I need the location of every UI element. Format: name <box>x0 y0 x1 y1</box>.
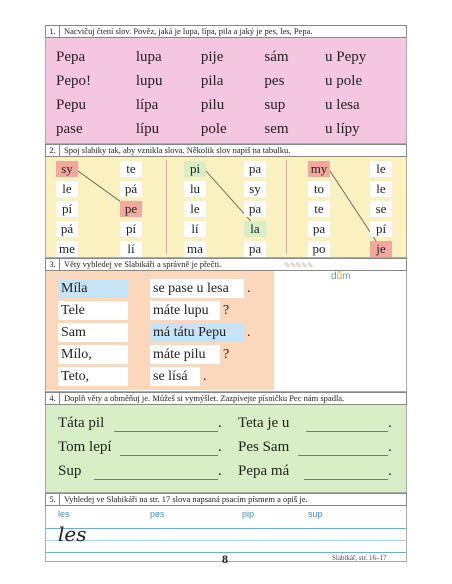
pencil-icons: ✎✎✎✎✎ <box>284 261 313 270</box>
syllable-cell[interactable]: le <box>370 181 392 197</box>
section4-header <box>45 392 407 405</box>
page-number: 8 <box>222 552 228 566</box>
sentence-punctuation: . <box>247 281 251 296</box>
syllable-cell[interactable]: pá <box>56 221 78 237</box>
section2-number: 2. <box>46 145 60 156</box>
syllable-cell[interactable]: la <box>244 221 266 237</box>
syllable-cell[interactable]: my <box>308 161 330 177</box>
sentence-start: Tom lepí <box>58 439 112 455</box>
word-cell: u lípy <box>325 120 360 137</box>
section1-instruction: Nacvičuj čtení slov. Pověz, jaká je lupa, lípa, pila a jaký je pes, les, Pepa. <box>64 26 316 36</box>
syllable-cell[interactable]: lí <box>120 241 142 257</box>
section2-syllable-grid <box>45 157 407 258</box>
sentence-end: . <box>388 439 392 455</box>
sentence-start: Sup <box>58 463 82 479</box>
word-cell: pilu <box>200 96 225 113</box>
word-cell: pila <box>200 72 224 89</box>
writing-rule <box>46 528 406 529</box>
section4-completion <box>45 405 407 493</box>
word-cell: sup <box>264 96 286 113</box>
section3-header <box>45 258 407 271</box>
sentence-subject[interactable]: Sam <box>58 323 128 342</box>
sentence-end: . <box>388 463 392 479</box>
syllable-cell[interactable]: po <box>308 241 330 257</box>
word-cell: u Pepy <box>325 48 367 65</box>
word-cell: lupa <box>135 48 162 65</box>
sentence-punctuation: . <box>247 325 251 340</box>
section5-instruction: Vyhledej ve Slabikáři na str. 17 slova napsaná psacím písmem a opiš je. <box>64 494 312 504</box>
section3-instruction: Věty vyhledej ve Slabikáři a správně je přečti. <box>64 259 225 269</box>
syllable-cell[interactable]: pí <box>120 221 142 237</box>
sentence-predicate[interactable]: má tátu Pepu <box>150 323 244 342</box>
sentence-subject[interactable]: Tele <box>58 301 128 320</box>
connector-lines <box>46 157 406 258</box>
word-cell: lupu <box>135 72 163 89</box>
sentence-predicate[interactable]: se lísá <box>150 367 200 386</box>
model-word: pes <box>150 509 165 519</box>
model-word: sup <box>308 509 323 519</box>
sentence-subject[interactable]: Míla <box>58 279 128 298</box>
answer-line[interactable] <box>304 479 388 480</box>
syllable-cell[interactable]: pi <box>184 161 206 177</box>
word-cell: sám <box>264 48 289 65</box>
syllable-cell[interactable]: se <box>370 201 392 217</box>
syllable-cell[interactable]: pa <box>244 201 266 217</box>
syllable-cell[interactable]: pe <box>120 201 142 217</box>
word-cell: Pepo! <box>56 72 91 89</box>
syllable-cell[interactable]: le <box>370 161 392 177</box>
section4-instruction: Doplň věty a obměňuj je. Můžeš si vymýšlet. Zazpívejte písničku Pec nám spadla. <box>64 393 348 403</box>
section5-header <box>45 493 407 506</box>
syllable-cell[interactable]: pa <box>244 241 266 257</box>
word-cell: pase <box>56 120 83 137</box>
syllable-cell[interactable]: ma <box>184 241 206 257</box>
word-cell: Pepa <box>56 48 86 65</box>
sentence-start: Teta je u <box>238 415 290 431</box>
word-cell: lípu <box>135 120 160 137</box>
sentence-subject[interactable]: Mílo, <box>58 345 128 364</box>
sentence-end: . <box>218 415 222 431</box>
word-cell: Pepu <box>56 96 86 113</box>
section2-instruction: Spoj slabiky tak, aby vznikla slova. Několik slov napiš na tabulku. <box>64 145 294 155</box>
answer-line[interactable] <box>298 455 388 456</box>
syllable-cell[interactable]: pá <box>120 181 142 197</box>
word-cell: lípa <box>135 96 159 113</box>
word-cell: u pole <box>325 72 363 89</box>
worksheet-page <box>45 25 407 562</box>
sentence-punctuation: ? <box>223 303 230 318</box>
syllable-cell[interactable]: te <box>308 201 330 217</box>
syllable-cell[interactable]: lu <box>184 181 206 197</box>
syllable-cell[interactable]: me <box>56 241 78 257</box>
answer-line[interactable] <box>94 479 218 480</box>
sentence-end: . <box>218 439 222 455</box>
syllable-cell[interactable]: le <box>184 201 206 217</box>
sentence-subject[interactable]: Teto, <box>58 367 128 386</box>
section1-number: 1. <box>46 26 60 37</box>
model-word: pip <box>242 509 255 519</box>
answer-line[interactable] <box>114 431 218 432</box>
syllable-cell[interactable]: pí <box>370 221 392 237</box>
model-word: les <box>58 509 70 519</box>
sentence-punctuation: . <box>203 369 207 384</box>
syllable-cell[interactable]: lí <box>184 221 206 237</box>
word-cell: pole <box>200 120 227 137</box>
sentence-punctuation: ? <box>223 347 230 362</box>
syllable-cell[interactable]: je <box>370 241 392 257</box>
word-cell: sem <box>264 120 289 137</box>
syllable-cell[interactable]: te <box>120 161 142 177</box>
section3-number: 3. <box>46 259 60 270</box>
syllable-cell[interactable]: sy <box>244 181 266 197</box>
sentence-start: Pes Sam <box>238 439 290 455</box>
word-cell: u lesa <box>325 96 360 113</box>
sentence-start: Táta pil <box>58 415 105 431</box>
word-cell: pes <box>264 72 285 89</box>
syllable-cell[interactable]: pa <box>308 221 330 237</box>
syllable-cell[interactable]: pa <box>244 161 266 177</box>
sentence-end: . <box>218 463 222 479</box>
syllable-cell[interactable]: sy <box>56 161 78 177</box>
syllable-cell[interactable]: pí <box>56 201 78 217</box>
sentence-start: Pepa má <box>238 463 290 479</box>
section1-header <box>45 25 407 38</box>
section2-header <box>45 144 407 157</box>
section5-number: 5. <box>46 494 60 505</box>
sentence-end: . <box>388 415 392 431</box>
page-footer: Slabikář, str. 16–17 <box>332 554 387 562</box>
sentence-predicate[interactable]: máte lupu <box>150 301 220 320</box>
syllable-cell[interactable]: le <box>56 181 78 197</box>
answer-line[interactable] <box>120 455 218 456</box>
sentence-predicate[interactable]: máte pilu <box>150 345 220 364</box>
side-word: dům <box>331 271 351 282</box>
writing-rule <box>46 540 406 541</box>
word-cell: pije <box>200 48 224 65</box>
handwritten-word: les <box>58 522 87 546</box>
section4-number: 4. <box>46 393 60 404</box>
section1-word-table <box>45 38 407 144</box>
answer-line[interactable] <box>306 431 388 432</box>
sentence-predicate[interactable]: se pase u lesa <box>150 279 244 298</box>
syllable-cell[interactable]: to <box>308 181 330 197</box>
